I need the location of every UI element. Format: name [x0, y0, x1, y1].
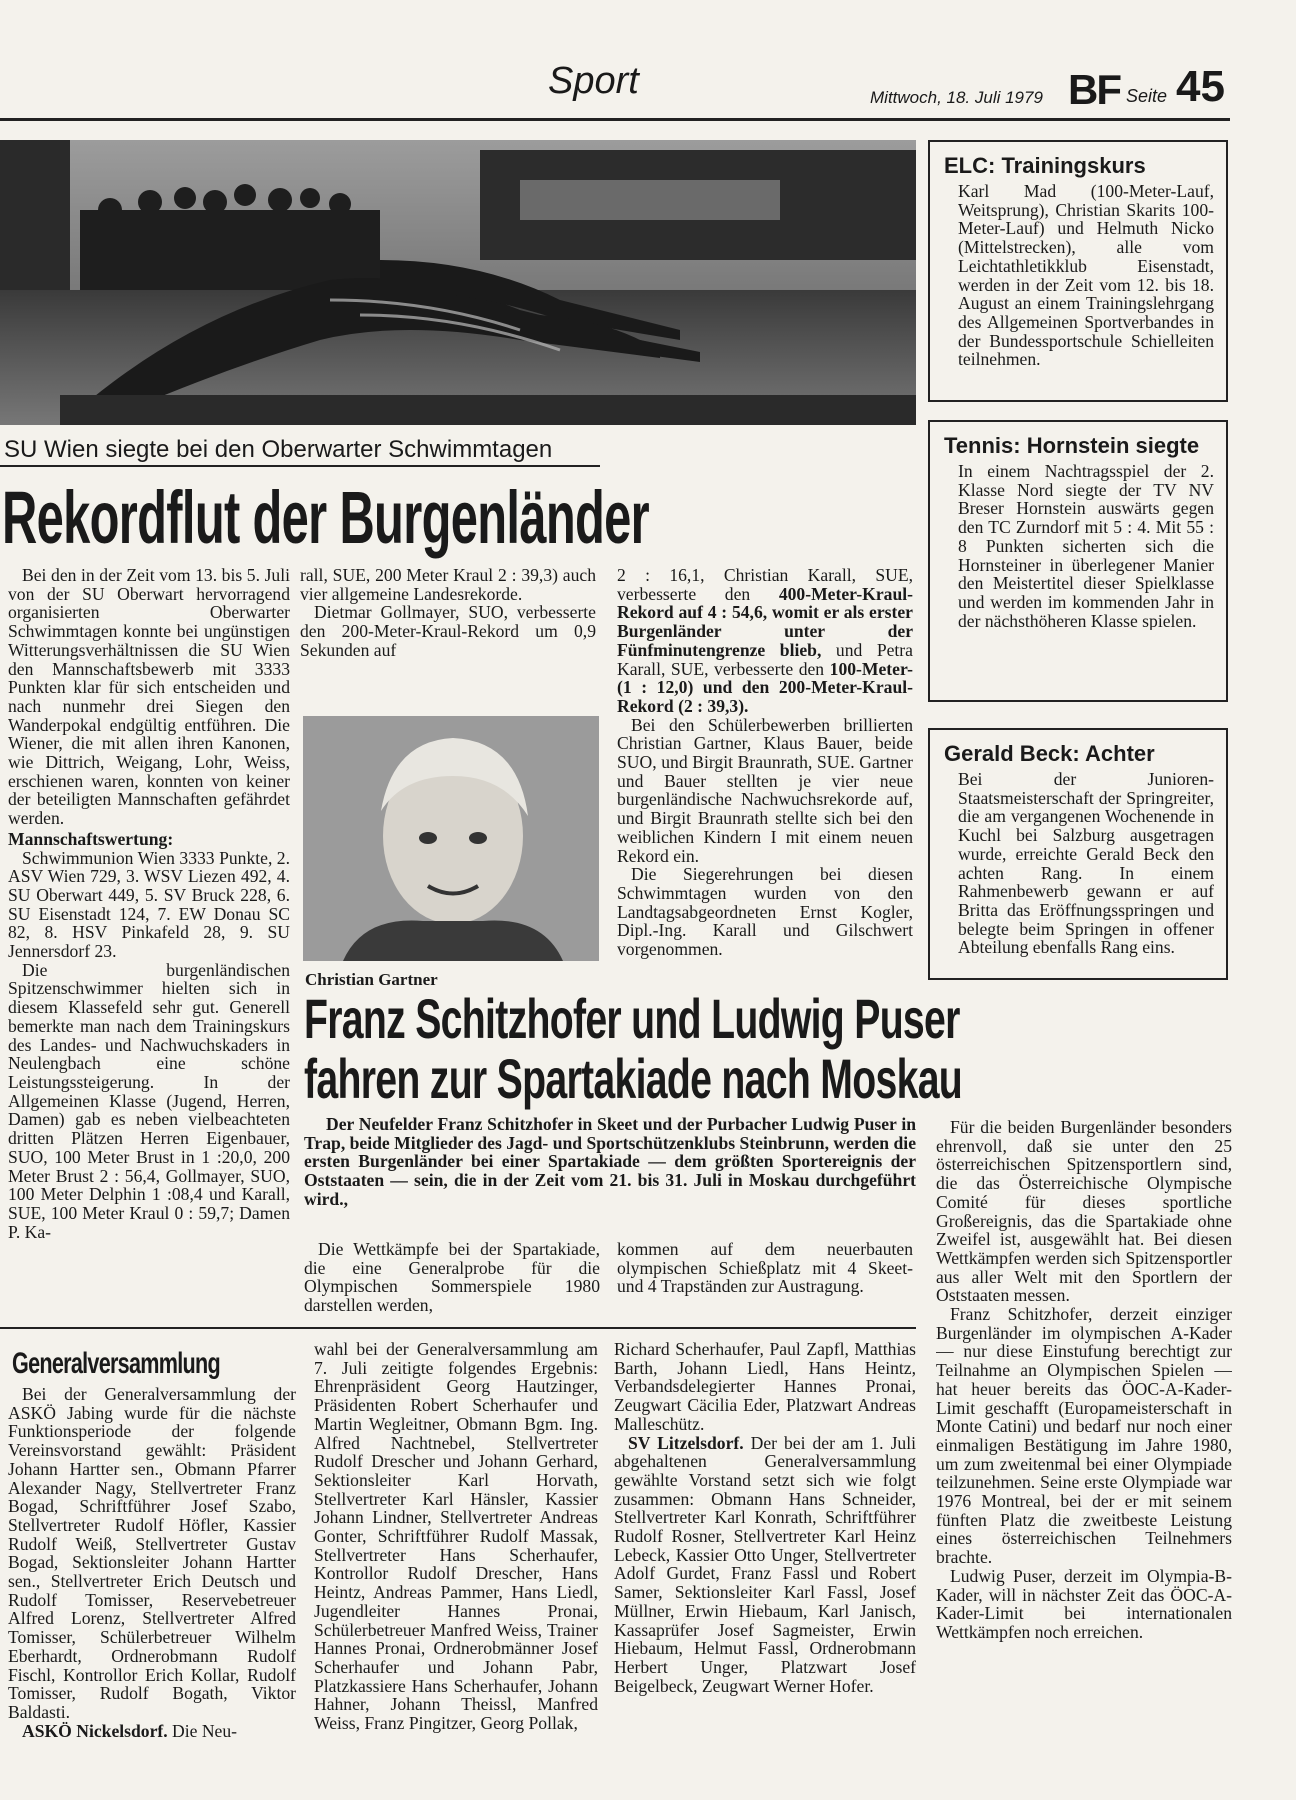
page-label: Seite: [1126, 86, 1168, 106]
article1-col2: rall, SUE, 200 Meter Kraul 2 : 39,3) auch vier allgemeine Landesrekorde. Dietmar Gollmayer, SUO, verbesserte den 200-Meter-Kraul-Rekord um 0,9 Sekunden auf: [300, 566, 596, 660]
article1-col3: 2 : 16,1, Christian Karall, SUE, verbesserte den 400-Meter-Kraul-Rekord auf 4 : 54,6, womit er als erster Burgenländer unter der Fünfminutengrenze blieb, und Petra Karall, SUE, verbesserte den 100-Meter- (1 : 12,0) und den 200-Meter-Kraul-Rekord (2 : 39,3). Bei den Schülerbewerben brillierten Christian Gartner, Klaus Bauer, beide SUO, und Birgit Braunrath, SUE. Gartner und Bauer stellten je vier neue burgenländische Nachwuchsrekorde auf, und Birgit Braunrath stellte sich bei den weiblichen Kindern I mit einem neuen Rekord ein. Die Siegerehrungen bei diesen Schwimmtagen wurden von den Landtagsabgeordneten Ernst Kogler, Dipl.-Ing. Karall und Gilschwert vorgenommen.: [617, 566, 913, 960]
article1-col1: Bei den in der Zeit vom 13. bis 5. Juli von der SU Oberwart hervorragend organisierten Oberwarter Schwimmtagen konnte bei ungünstigen Witterungsverhältnissen die SU Wien den Mannschaftsbewerb mit 3333 Punkten klar für sich entscheiden und nach nunmehr drei Siegen den Wanderpokal endgültig entführen. Die Wiener, die mit allen ihren Kanonen, wie Dittrich, Weigang, Lohr, Weiss, erschienen waren, konnten von keiner der beteiligten Mannschaften gefährdet werden. Mannschaftswertung: Schwimmunion Wien 3333 Punkte, 2. ASV Wien 729, 3. WSV Liezen 492, 4. SU Oberwart 449, 5. SV Bruck 228, 6. SU Eisenstadt 124, 7. EW Donau SC 82, 8. HSV Pinkafeld 28, 9. SU Jennersdorf 23. Die burgenländischen Spitzenschwimmer hielten sich in diesem Klassefeld sehr gut. Generell bemerkte man nach dem Trainingskurs des Landes- und Nachwuchskaders in Neulengbach eine schöne Leistungssteigerung. In der Allgemeinen Klasse (Jugend, Herren, Damen) gab es neben vielbeachteten dritten Plätzen Herren Eigenbauer, SUO, 100 Meter Brust in 1 :20,0, 200 Meter Brust 2 : 56,4, Gollmayer, SUO, 100 Meter Delphin 1 :08,4 und Karall, SUE, 100 Meter Kraul 0 : 59,7; Damen P. Ka-: [8, 566, 290, 1242]
elc-box: [928, 140, 1228, 402]
article3-col1: Bei der Generalversammlung der ASKÖ Jabing wurde für die nächste Funktionsperiode der folgende Vereinsvorstand gewählt: Präsident Johann Hartter sen., Obmann Pfarrer Alexander Nagy, Stellvertreter Franz Bogad, Schriftführer Josef Szabo, Stellvertreter Rudolf Höfler, Kassier Rudolf Weiß, Stellvertreter Gustav Bogad, Sektionsleiter Johann Hartter sen., Stellvertreter Erich Deutsch und Rudolf Tomisser, Reservebetreuer Alfred Lorenz, Stellvertreter Alfred Tomisser, Schülerbetreuer Wilhelm Eberhardt, Ordnerobmann Rudolf Fischl, Kontrollor Erich Kollar, Rudolf Tomisser, Rudolf Bogath, Viktor Baldasti. ASKÖ Nickelsdorf. Die Neu-: [8, 1385, 296, 1741]
elc-title: ELC: Trainingskurs: [944, 153, 1146, 178]
issue-date: Mittwoch, 18. Juli 1979: [870, 88, 1043, 107]
newspaper-logo: BF: [1068, 66, 1120, 113]
tennis-body: In einem Nachtragsspiel der 2. Klasse Nord siegte der TV NV Breser Hornstein auswärts gegen den TC Zurndorf mit 5 : 4. Mit 55 : 8 Punkten sicherten sich die Hornsteiner in überlegener Manier den Meistertitel dieser Spielklasse und werden im kommenden Jahr in der nächsthöheren Klasse spielen.: [958, 462, 1214, 631]
tennis-box: [928, 420, 1228, 702]
article2-col1: Die Wettkämpfe bei der Spartakiade, die eine Generalprobe für die Olympischen Sommerspiele 1980 darstellen werden,: [304, 1240, 600, 1316]
beck-body: Bei der Junioren-Staatsmeisterschaft der Springreiter, die am vergangenen Wochenende in Kuchl bei Salzburg ausgetragen wurde, erreichte Gerald Beck den achten Rang. In einem Rahmenbewerb gewann er auf Britta das Eröffnungsspringen und belegte beim Springen in offener Abteilung ebenfalls Rang eins.: [958, 770, 1214, 958]
page-number: 45: [1176, 62, 1225, 111]
kicker-rule: [0, 465, 600, 467]
article2-lead: Der Neufelder Franz Schitzhofer in Skeet und der Purbacher Ludwig Puser in Trap, beide Mitglieder des Jagd- und Sportschützenklubs Steinbrunn, werden die ersten Burgenländer bei einer Spartakiade — dem größten Sportereignis der Oststaaten — sein, die in der Zeit vom 21. bis 31. Juli in Moskau durchgeführt wird.,: [304, 1115, 916, 1209]
article1-kicker: SU Wien siegte bei den Oberwarter Schwimmtagen: [4, 436, 553, 463]
article3-col3: Richard Scherhaufer, Paul Zapfl, Matthias Barth, Johann Liedl, Hans Heintz, Verbandsdelegierter Hannes Pronai, Zeugwart Cäcilia Eder, Platzwart Andreas Malleschütz. SV Litzelsdorf. Der bei der am 1. Juli abgehaltenen Generalversammlung gewählte Vorstand setzt sich wie folgt zusammen: Obmann Hans Schneider, Stellvertreter Karl Konrath, Schriftführer Rudolf Rosner, Stellvertreter Karl Heinz Lebeck, Kassier Otto Unger, Stellvertreter Adolf Gurdet, Franz Fassl und Robert Samer, Sektionsleiter Karl Fassl, Josef Müllner, Erwin Hiebaum, Karl Janisch, Kassaprüfer Josef Sagmeister, Erwin Hiebaum, Helmut Fassl, Ordnerobmann Herbert Unger, Platzwart Josef Beigelbeck, Zeugwart Werner Hofer.: [614, 1340, 916, 1696]
article1-headline: Rekordflut der Burgenländer: [2, 476, 650, 559]
elc-body: Karl Mad (100-Meter-Lauf, Weitsprung), Christian Skarits 100-Meter-Lauf) und Helmuth Nicko (Mittelstrecken), alle vom Leichtathletikklub Eisenstadt, werden in der Zeit vom 12. bis 18. August an einem Trainingslehrgang des Allgemeinen Sportverbandes in der Bundessportschule Schielleiten teilnehmen.: [958, 182, 1214, 370]
header-rule: [0, 118, 1230, 121]
section-title: Sport: [548, 60, 639, 102]
team-ranking-label: Mannschaftswertung:: [8, 828, 174, 849]
article3-headline: Generalversammlung: [12, 1347, 220, 1380]
portrait-caption: Christian Gartner: [305, 970, 438, 989]
article3-col2: wahl bei der Generalversammlung am 7. Juli zeitigte folgendes Ergebnis: Ehrenpräsident Georg Hautzinger, Präsidenten Robert Scherhaufer und Martin Wegleitner, Obmann Bgm. Ing. Alfred Nachtnebel, Stellvertreter Rudolf Drescher und Johann Gerhard, Sektionsleiter Karl Horvath, Stellvertreter Karl Hänsler, Kassier Johann Lindner, Stellvertreter Andreas Gonter, Schriftführer Rudolf Massak, Stellvertreter Hans Scherhaufer, Kontrollor Rudolf Drescher, Hans Heintz, Andreas Pammer, Hans Liedl, Jugendleiter Hannes Pronai, Schülerbetreuer Manfred Weiss, Trainer Hannes Pronai, Ordnerobmänner Josef Scherhaufer und Johann Pabr, Platzkassiere Hans Scherhaufer, Johann Hahner, Johann Theissl, Manfred Weiss, Franz Pingitzer, Georg Pollak,: [314, 1340, 598, 1734]
section-rule: [0, 1327, 916, 1329]
article2-col3: Für die beiden Burgenländer besonders ehrenvoll, daß sie unter den 25 österreichischen Spitzensportlern sind, die das Österreichische Olympische Comité für dieses sportliche Großereignis, das die Spartakiade ohne Zweifel ist, ausgewählt hat. Bei diesen Wettkämpfen werden sich Spitzensportler aus aller Welt mit den Sportlern der Oststaaten messen. Franz Schitzhofer, derzeit einziger Burgenländer im olympischen A-Kader — nur diese Einstufung berechtigt zur Teilnahme an Olympischen Spielen — hat heuer bereits das ÖOC-A-Kader-Limit geschafft (Europameisterschaft in Monte Catini) und bedarf nur noch einer einmaligen Bestätigung im Jahre 1980, um zum zweitenmal bei einer Olympiade teilzunehmen. Seine erste Olympiade war 1976 Montreal, bei der er mit seinem fünften Platz die zweitbeste Leistung eines österreichischen Teilnehmers brachte. Ludwig Puser, derzeit im Olympia-B-Kader, will in nächster Zeit das ÖOC-A-Kader-Limit bei internationalen Wettkämpfen noch erreichen.: [936, 1118, 1232, 1642]
beck-title: Gerald Beck: Achter: [944, 741, 1155, 766]
portrait-photo: [303, 716, 599, 961]
article2-col2: kommen auf dem neuerbauten olympischen Schießplatz mit 4 Skeet- und 4 Trapständen zur Austragung.: [617, 1240, 913, 1297]
article2-headline-line1: Franz Schitzhofer und Ludwig Puser: [304, 987, 960, 1050]
article2-headline-line2: fahren zur Spartakiade nach Moskau: [304, 1047, 963, 1110]
beck-box: [928, 728, 1228, 980]
swimmers-photo: [0, 140, 916, 425]
tennis-title: Tennis: Hornstein siegte: [944, 433, 1200, 458]
